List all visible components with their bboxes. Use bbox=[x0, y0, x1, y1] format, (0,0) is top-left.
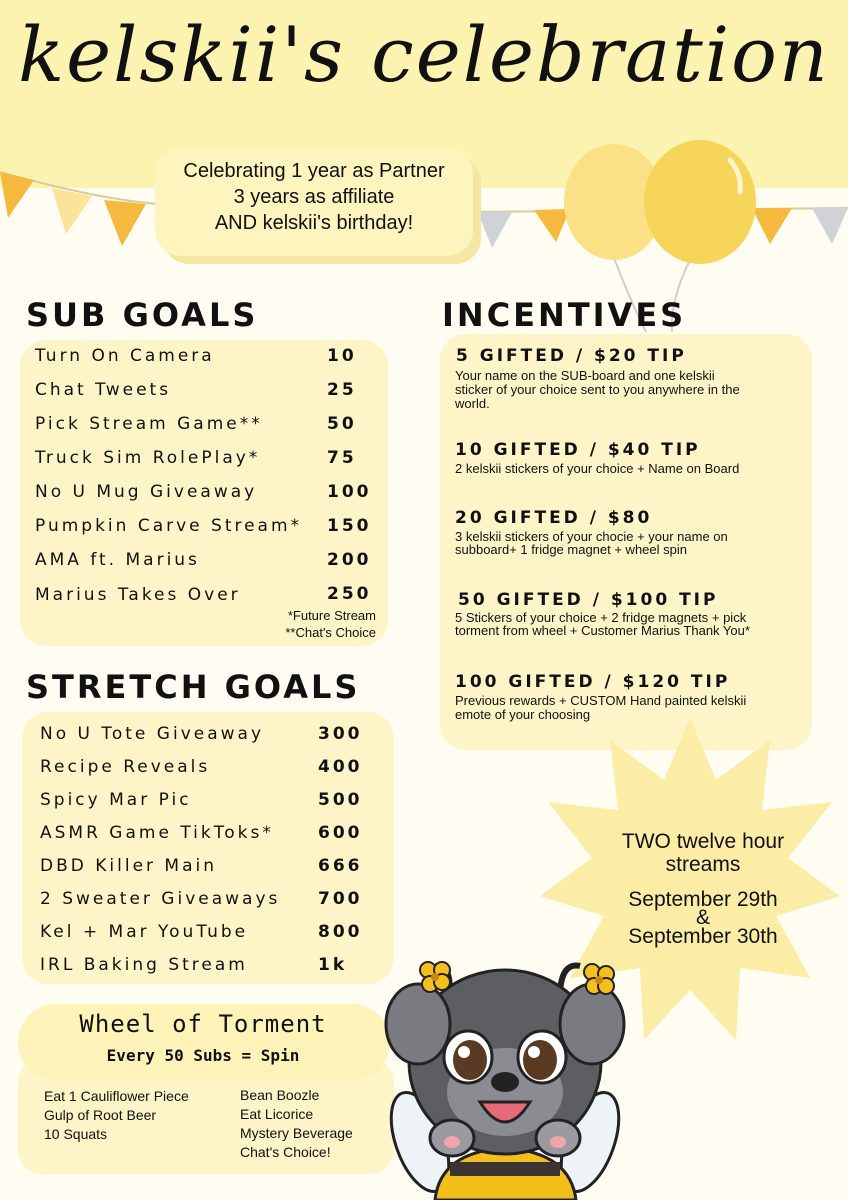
wheel-item: 10 Squats bbox=[44, 1126, 108, 1142]
goal-value: 100 bbox=[327, 482, 372, 502]
incentive-desc: emote of your choosing bbox=[455, 707, 591, 722]
wheel-item: Eat 1 Cauliflower Piece bbox=[44, 1088, 189, 1104]
subtitle-box bbox=[155, 148, 473, 256]
goal-value: 666 bbox=[318, 856, 363, 876]
incentive-desc: 2 kelskii stickers of your choice + Name on Board bbox=[455, 461, 740, 476]
wheel-item: Mystery Beverage bbox=[240, 1125, 353, 1141]
goal-value: 250 bbox=[327, 584, 372, 604]
incentive-title: 50 GIFTED / $100 TIP bbox=[458, 590, 719, 610]
goal-value: 500 bbox=[318, 790, 363, 810]
subtitle-line: 3 years as affiliate bbox=[233, 186, 395, 208]
goal-label: AMA ft. Marius bbox=[35, 550, 200, 570]
goal-label: Chat Tweets bbox=[35, 380, 172, 400]
incentive-desc: Your name on the SUB-board and one kelskii bbox=[455, 368, 715, 383]
incentive-title: 10 GIFTED / $40 TIP bbox=[455, 440, 701, 460]
incentives-heading: INCENTIVES bbox=[442, 296, 687, 334]
flag-2 bbox=[52, 188, 92, 234]
incentive-desc: world. bbox=[455, 396, 490, 411]
stretch-goals-panel bbox=[22, 712, 394, 984]
footnote-future: *Future Stream bbox=[287, 608, 376, 623]
goal-label: No U Mug Giveaway bbox=[35, 482, 258, 502]
goal-label: IRL Baking Stream bbox=[40, 955, 248, 975]
incentive-desc: sticker of your choice sent to you anywhere in the bbox=[455, 382, 740, 397]
streams-line: September 29th bbox=[628, 888, 778, 911]
goal-value: 150 bbox=[327, 516, 372, 536]
goal-label: 2 Sweater Giveaways bbox=[40, 889, 281, 909]
flag-1 bbox=[0, 172, 34, 218]
wheel-item: Eat Licorice bbox=[240, 1106, 314, 1122]
sub-goals-heading: SUB GOALS bbox=[26, 296, 259, 334]
streams-line: TWO twelve hour streams bbox=[621, 830, 785, 876]
subtitle-line: AND kelskii's birthday! bbox=[214, 212, 414, 234]
bee-dog-mascot-icon bbox=[380, 952, 630, 1200]
flag-7 bbox=[812, 208, 848, 244]
streams-line: & bbox=[695, 906, 710, 929]
incentive-title: 5 GIFTED / $20 TIP bbox=[456, 346, 687, 366]
footnote-chats-choice: **Chat's Choice bbox=[285, 625, 376, 640]
incentive-desc: 3 kelskii stickers of your chocie + your name on bbox=[455, 529, 728, 544]
wheel-item: Gulp of Root Beer bbox=[44, 1107, 157, 1123]
goal-value: 600 bbox=[318, 823, 363, 843]
incentive-title: 100 GIFTED / $120 TIP bbox=[455, 672, 731, 692]
wheel-item: Chat's Choice! bbox=[240, 1144, 331, 1160]
goal-label: Marius Takes Over bbox=[35, 585, 241, 605]
goal-label: Turn On Camera bbox=[35, 346, 215, 366]
goal-value: 400 bbox=[318, 757, 363, 777]
goal-value: 300 bbox=[318, 724, 363, 744]
goal-value: 700 bbox=[318, 889, 363, 909]
goal-value: 25 bbox=[327, 380, 357, 400]
wheel-item: Bean Boozle bbox=[240, 1087, 320, 1103]
goal-value: 1k bbox=[318, 955, 348, 975]
page-title: kelskii's celebration bbox=[18, 10, 830, 99]
goal-value: 75 bbox=[327, 448, 357, 468]
wheel-subtitle: Every 50 Subs = Spin bbox=[106, 1046, 300, 1065]
goal-value: 10 bbox=[327, 346, 357, 366]
goal-value: 50 bbox=[327, 414, 357, 434]
incentive-desc: Previous rewards + CUSTOM Hand painted kelskii bbox=[455, 693, 747, 708]
subtitle-line: Celebrating 1 year as Partner bbox=[183, 160, 445, 182]
goal-label: Pumpkin Carve Stream* bbox=[35, 516, 303, 536]
incentive-title: 20 GIFTED / $80 bbox=[455, 508, 653, 528]
goal-label: Spicy Mar Pic bbox=[40, 790, 192, 810]
goal-label: ASMR Game TikToks* bbox=[40, 823, 274, 843]
incentive-desc: torment from wheel + Customer Marius Thank You* bbox=[455, 623, 750, 638]
streams-line: September 30th bbox=[628, 925, 778, 948]
incentive-desc: subboard+ 1 fridge magnet + wheel spin bbox=[455, 542, 687, 557]
wheel-title: Wheel of Torment bbox=[79, 1010, 327, 1038]
flag-4 bbox=[478, 212, 512, 248]
goal-label: Truck Sim RolePlay* bbox=[35, 448, 261, 468]
goal-value: 800 bbox=[318, 922, 363, 942]
streams-announcement bbox=[588, 830, 818, 948]
incentive-desc: 5 Stickers of your choice + 2 fridge magnets + pick bbox=[455, 610, 747, 625]
goal-label: Recipe Reveals bbox=[40, 757, 211, 777]
goal-label: Kel + Mar YouTube bbox=[40, 922, 249, 942]
goal-label: Pick Stream Game** bbox=[35, 414, 263, 434]
stretch-goals-heading: STRETCH GOALS bbox=[26, 668, 361, 706]
goal-label: DBD Killer Main bbox=[40, 856, 217, 876]
goal-label: No U Tote Giveaway bbox=[40, 724, 265, 744]
flag-3 bbox=[104, 200, 146, 246]
goal-value: 200 bbox=[327, 550, 372, 570]
